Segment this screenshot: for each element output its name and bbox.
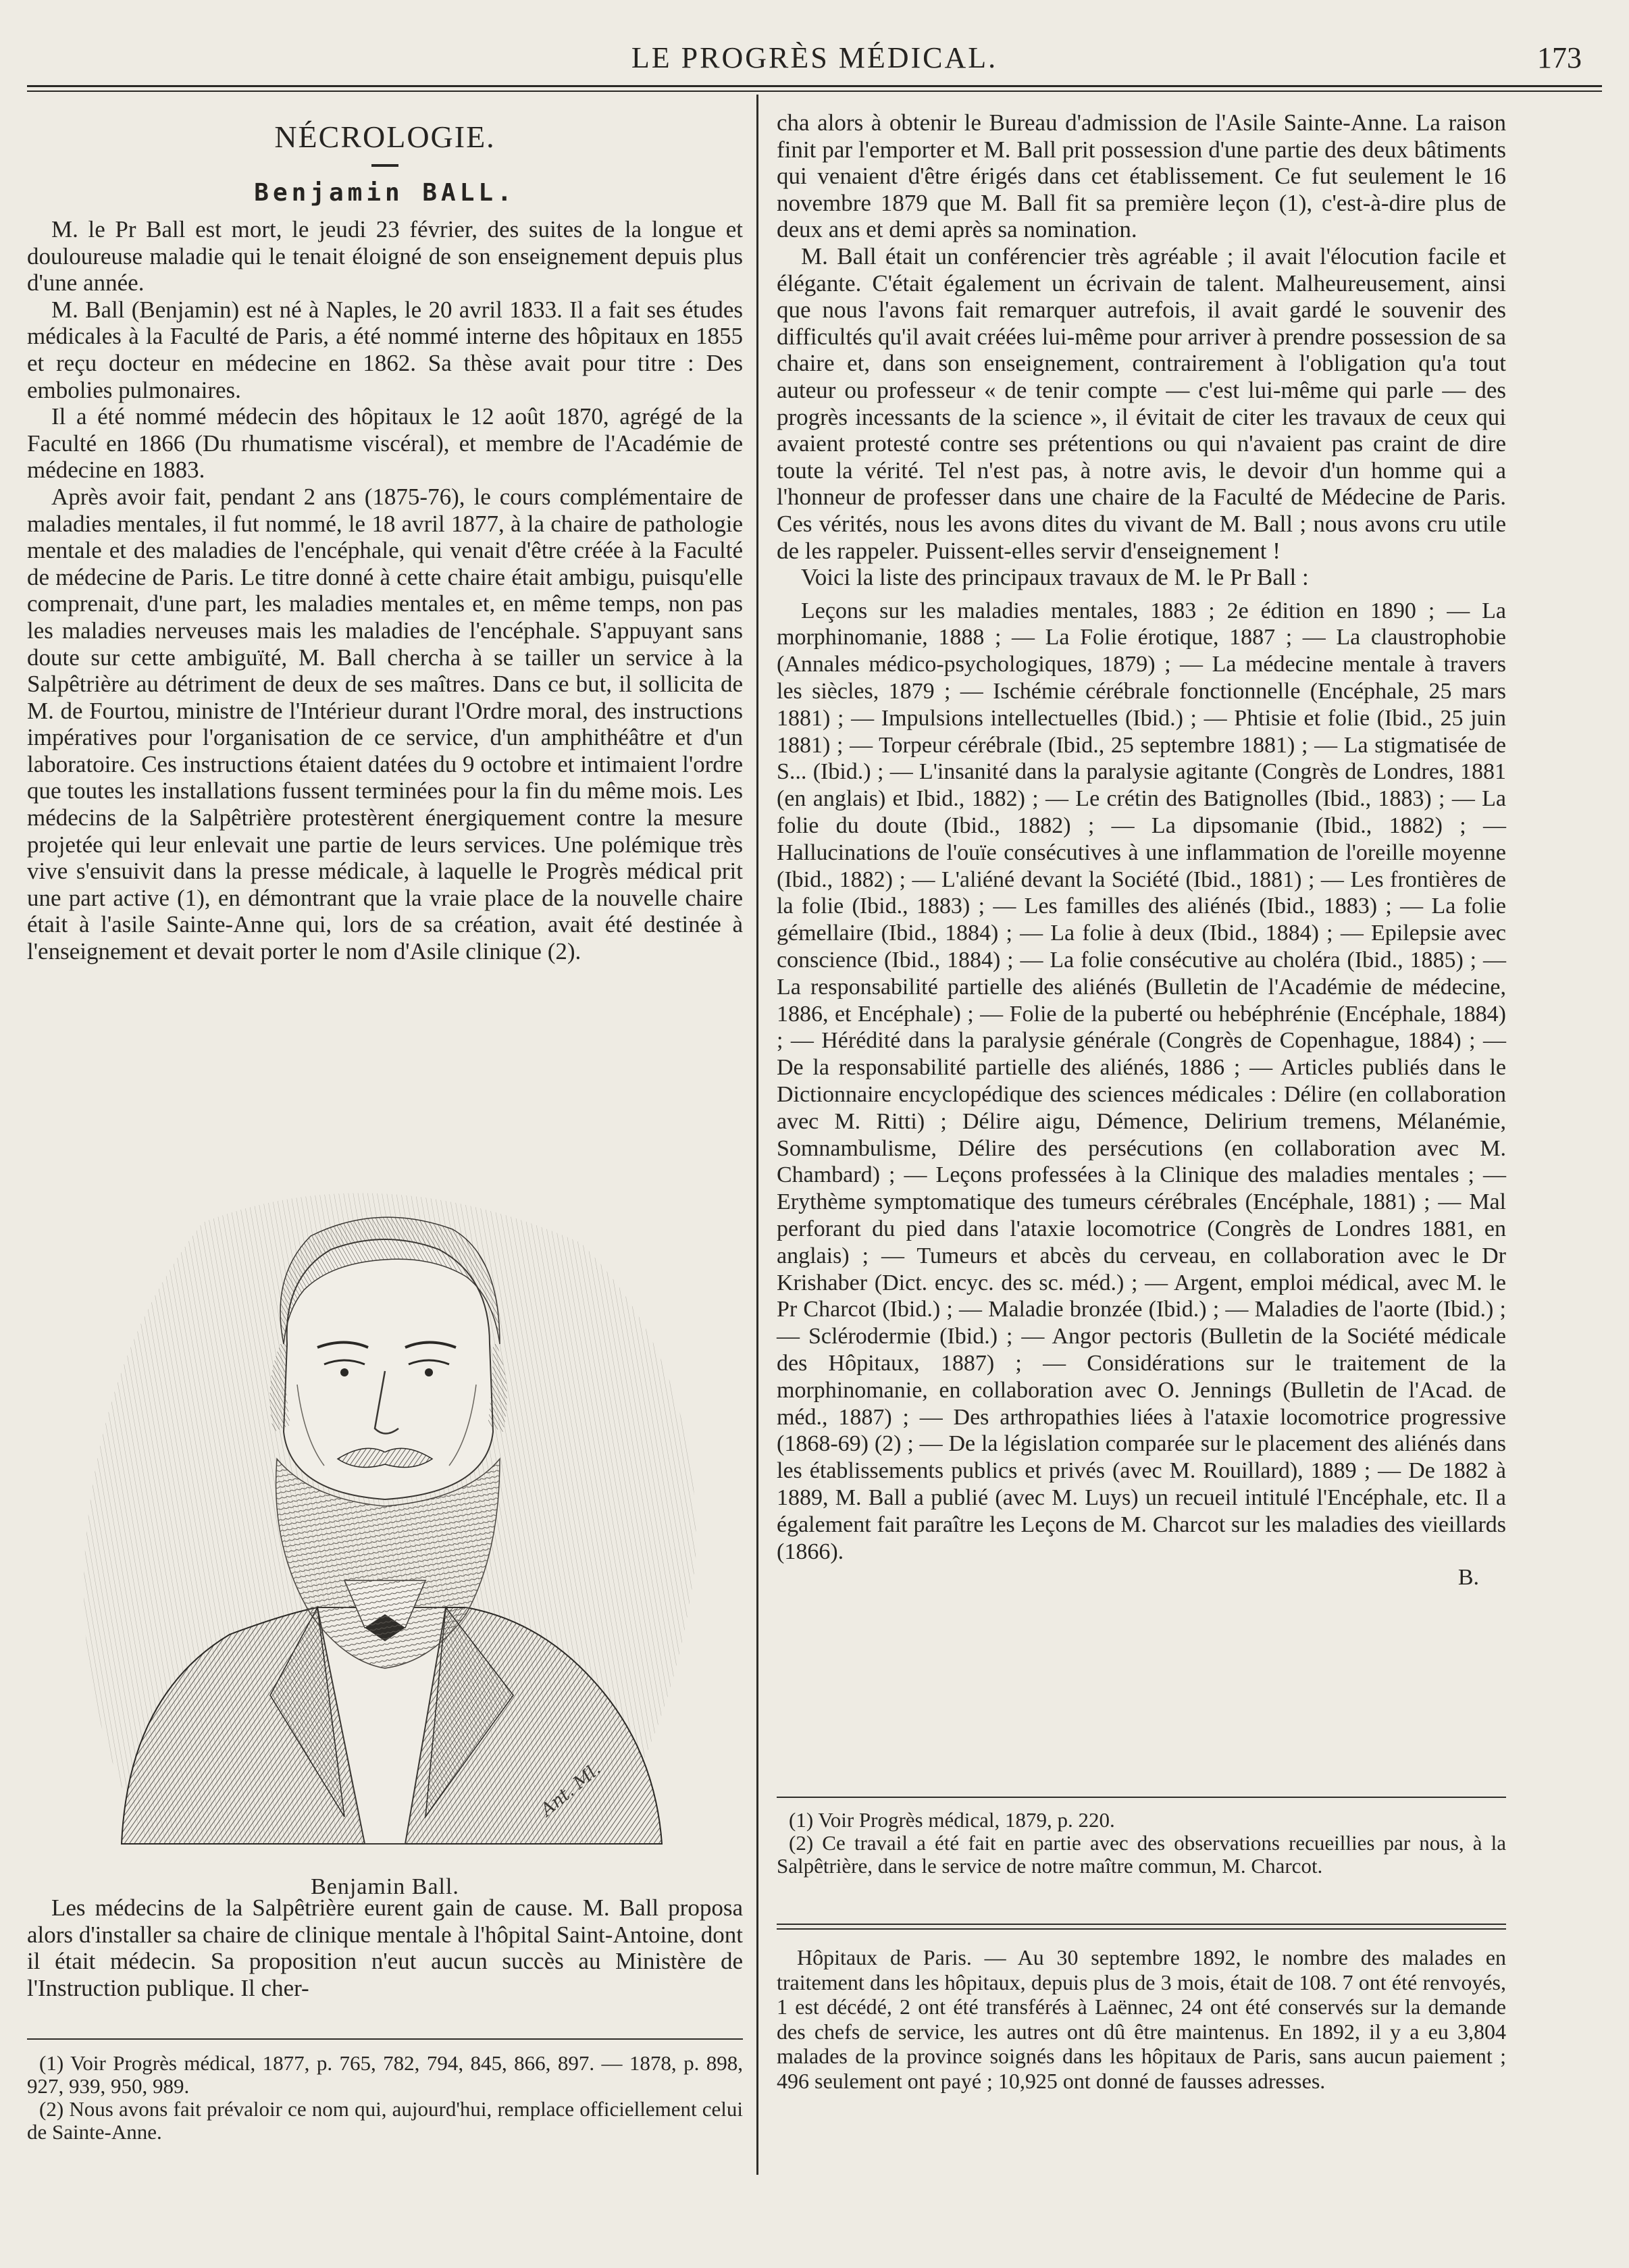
right-footnotes: [777, 1797, 1506, 1878]
footnote-right-1: (1) Voir Progrès médical, 1879, p. 220.: [789, 1808, 1115, 1832]
page-number: 173: [1537, 41, 1582, 74]
obit-paragraph-4: Après avoir fait, pendant 2 ans (1875-76), le cours complémentaire de maladies mentales, il fut nommé, le 18 avril 1877, à la chaire de pathologie mentale et des maladies de l'encéphale, qui venait d'être créée à la Faculté de médecine de Paris. Le titre donné à cette chaire était ambigu, puisqu'elle comprenait, d'une part, les maladies mentales et, en même temps, non pas les maladies nerveuses mais les maladies de l'encéphale. S'appuyant sans doute sur cette ambiguïté, M. Ball chercha à se tailler un service à la Salpêtrière au détriment de deux de ses maîtres. Dans ce but, il sollicita de M. de Fourtou, ministre de l'Intérieur durant l'Ordre moral, des instructions impératives pour l'organisation de ce service, d'un amphithéâtre et d'un laboratoire. Ces instructions étaient datées du 9 octobre et intimaient l'ordre que toutes les installations fussent terminées pour la fin du même mois. Les médecins de la Salpêtrière protestèrent énergiquement contre la mesure projetée qui leur enlevait une partie de leurs services. Une polémique très vive s'ensuivit dans la presse médicale, à laquelle le Progrès médical prit une part active (1), en démontrant que la vraie place de la nouvelle chaire était à l'asile Sainte-Anne qui, lors de sa création, avait été destinée à l'enseignement et devait porter le nom d'Asile clinique (2).: [27, 483, 743, 965]
header-rule-secondary: [27, 91, 1602, 92]
right-column: [777, 109, 1506, 1591]
left-footnotes: [27, 2038, 743, 2144]
section-double-rule: [777, 1924, 1506, 1930]
page-header: [27, 35, 1602, 76]
portrait-figure: [27, 1141, 743, 1899]
section-title: NÉCROLOGIE.: [274, 120, 496, 154]
engraver-signature: Ant. Ml.: [537, 1759, 605, 1821]
journal-title: LE PROGRÈS MÉDICAL.: [631, 41, 998, 74]
portrait-caption: Benjamin Ball.: [311, 1874, 459, 1899]
footnote-rule-right: [777, 1797, 1506, 1798]
footnote-left-1: (1) Voir Progrès médical, 1877, p. 765, 782, 794, 845, 866, 897. — 1878, p. 898, 927, 939, 950, 989.: [27, 2051, 743, 2098]
obit-paragraph-7: M. Ball était un conférencier très agréable ; il avait l'élocution facile et élégante. C'était également un écrivain de talent. Malheureusement, ainsi que nous l'avons fait remarquer autrefois, il avait gardé le souvenir des difficultés qu'il avait créées lui-même pour arriver à prendre possession de sa chaire et, dans son enseignement, contrairement à l'obligation qu'a tout auteur ou professeur « de tenir compte — c'est lui-même qui parle — des progrès incessants de la science », il évitait de citer les travaux de ceux qui avaient protesté contre ses prétentions ou qui n'avaient pas craint de dire toute la vérité. Tel n'est pas, à notre avis, le devoir d'un homme qui a l'honneur de professer dans une chaire de la Faculté de Médecine de Paris. Ces vérités, nous les avons dites du vivant de M. Ball ; nous avons cru utile de les rappeler. Puissent-elles servir d'enseignement !: [777, 242, 1506, 564]
portrait-engraving: [27, 1141, 743, 1871]
obit-paragraph-3: Il a été nommé médecin des hôpitaux le 12 août 1870, agrégé de la Faculté en 1866 (Du rhumatisme viscéral), et membre de l'Académie de médecine en 1883.: [27, 403, 743, 484]
hopitaux-news-item: [777, 1945, 1506, 2094]
works-intro: Voici la liste des principaux travaux de M. le Pr Ball :: [801, 564, 1309, 591]
footnote-right-2: (2) Ce travail a été fait en partie avec des observations recueillies par nous, à la Salpêtrière, dans le service de notre maître commun, M. Charcot.: [777, 1831, 1506, 1878]
column-separator: [756, 95, 758, 2175]
left-column: [27, 95, 743, 965]
obituary-heading: Benjamin BALL.: [254, 179, 516, 207]
obit-paragraph-1: M. le Pr Ball est mort, le jeudi 23 février, des suites de la longue et douloureuse maladie qui le tenait éloigné de son enseignement depuis plus d'une année.: [27, 216, 743, 297]
obit-paragraph-2: M. Ball (Benjamin) est né à Naples, le 20 avril 1833. Il a fait ses études médicales à la Faculté de Paris, a été nommé interne des hôpitaux en 1855 et reçu docteur en médecine en 1862. Sa thèse avait pour titre : Des embolies pulmonaires.: [27, 296, 743, 403]
obit-paragraph-6: cha alors à obtenir le Bureau d'admission de l'Asile Sainte-Anne. La raison finit par l'emporter et M. Ball prit possession d'une partie des deux bâtiments qui venaient d'être érigés dans cet établissement. Ce fut seulement le 16 novembre 1879 que M. Ball fit sa première leçon (1), c'est-à-dire plus de deux ans et demi après sa nomination.: [777, 109, 1506, 243]
hopitaux-paragraph: Hôpitaux de Paris. — Au 30 septembre 1892, le nombre des malades en traitement dans les hôpitaux, depuis plus de 3 mois, était de 108. 7 ont été renvoyés, 1 est décédé, 2 ont été transférés à Laënnec, 24 ont été conservés sur la demande des chefs de service, les autres ont dû être maintenus. En 1892, il y a eu 3,804 malades de la province soignés dans les hôpitaux de Paris, sans aucun paiement ; 496 seulement ont payé ; 10,925 ont donné de fausses adresses.: [777, 1945, 1506, 2093]
bibliography-list: Leçons sur les maladies mentales, 1883 ; 2e édition en 1890 ; — La morphinomanie, 1888 ; — La Folie érotique, 1887 ; — La claustrophobie (Annales médico-psychologiques, 1879) ; — La médecine mentale à travers les siècles, 1879 ; — Ischémie cérébrale fonctionnelle (Encéphale, 25 mars 1881) ; — Impulsions intellectuelles (Ibid.) ; — Phtisie et folie (Ibid., 25 juin 1881) ; — Torpeur cérébrale (Ibid., 25 septembre 1881) ; — La stigmatisée de S... (Ibid.) ; — L'insanité dans la paralysie agitante (Congrès de Londres, 1881 (en anglais) et Ibid., 1882) ; — Le crétin des Batignolles (Ibid., 1883) ; — La folie du doute (Ibid., 1882) ; — La dipsomanie (Ibid., 1882) ; — Hallucinations de l'ouïe consécutives à une inflammation de l'oreille moyenne (Ibid., 1882) ; — L'aliéné devant la Société (Ibid., 1881) ; — Les frontières de la folie (Ibid., 1883) ; — Les familles des aliénés (Ibid., 1883) ; — La folie gémellaire (Ibid., 1884) ; — La folie à deux (Ibid., 1884) ; — Epilepsie avec conscience (Ibid., 1884) ; — La folie consécutive au choléra (Ibid., 1885) ; — La responsabilité partielle des aliénés (Bulletin de l'Académie de médecine, 1886, et Encéphale) ; — Folie de la puberté ou hebéphrénie (Encéphale, 1884) ; — Hérédité dans la paralysie générale (Congrès de Copenhague, 1884) ; — De la responsabilité partielle des aliénés, 1886 ; — Articles publiés dans le Dictionnaire encyclopédique des sciences médicales : Délire (en collaboration avec M. Ritti) ; Délire aigu, Démence, Delirium tremens, Mélanémie, Somnambulisme, Délire des persécutions (en collaboration avec M. Chambard) ; — Leçons professées à la Clinique des maladies mentales ; — Erythème symptomatique des tumeurs cérébrales (Encéphale, 1881) ; — Mal perforant du pied dans l'ataxie locomotrice (Congrès de Londres 1881, en anglais) ; — Tumeurs et abcès du cerveau, en collaboration avec le Dr Krishaber (Dict. encyc. des sc. méd.) ; — Argent, emploi médical, avec M. le Pr Charcot (Ibid.) ; — Maladie bronzée (Ibid.) ; — Maladies de l'aorte (Ibid.) ; — Sclérodermie (Ibid.) ; — Angor pectoris (Bulletin de la Société médicale des Hôpitaux, 1887) ; — Considérations sur le traitement de la morphinomanie, en collaboration avec O. Jennings (Bulletin de l'Acad. de méd., 1887) ; — Des arthropathies liées à l'ataxie locomotrice progressive (1868-69) (2) ; — De la législation comparée sur le placement des aliénés dans les établissements publics et privés (avec M. Rouillard), 1889 ; — De 1882 à 1889, M. Ball a publié (avec M. Luys) un recueil intitulé l'Encéphale, etc. Il a également fait paraître les Leçons de M. Charcot sur les maladies des vieillards (1866).: [777, 598, 1506, 1564]
footnote-rule: [27, 2038, 743, 2040]
header-rule: [27, 85, 1602, 87]
footnote-left-2: (2) Nous avons fait prévaloir ce nom qui, aujourd'hui, remplace officiellement celui de Sainte-Anne.: [27, 2097, 743, 2144]
left-continuation: [27, 1895, 743, 2001]
obit-paragraph-5: Les médecins de la Salpêtrière eurent gain de cause. M. Ball proposa alors d'installer sa chaire de clinique mentale à l'hôpital Saint-Antoine, dont il était médecin. Sa proposition n'eut aucun succès au Ministère de l'Instruction publique. Il cher-: [27, 1895, 743, 2001]
author-signature: B.: [1457, 1565, 1479, 1591]
title-divider: [371, 164, 398, 167]
